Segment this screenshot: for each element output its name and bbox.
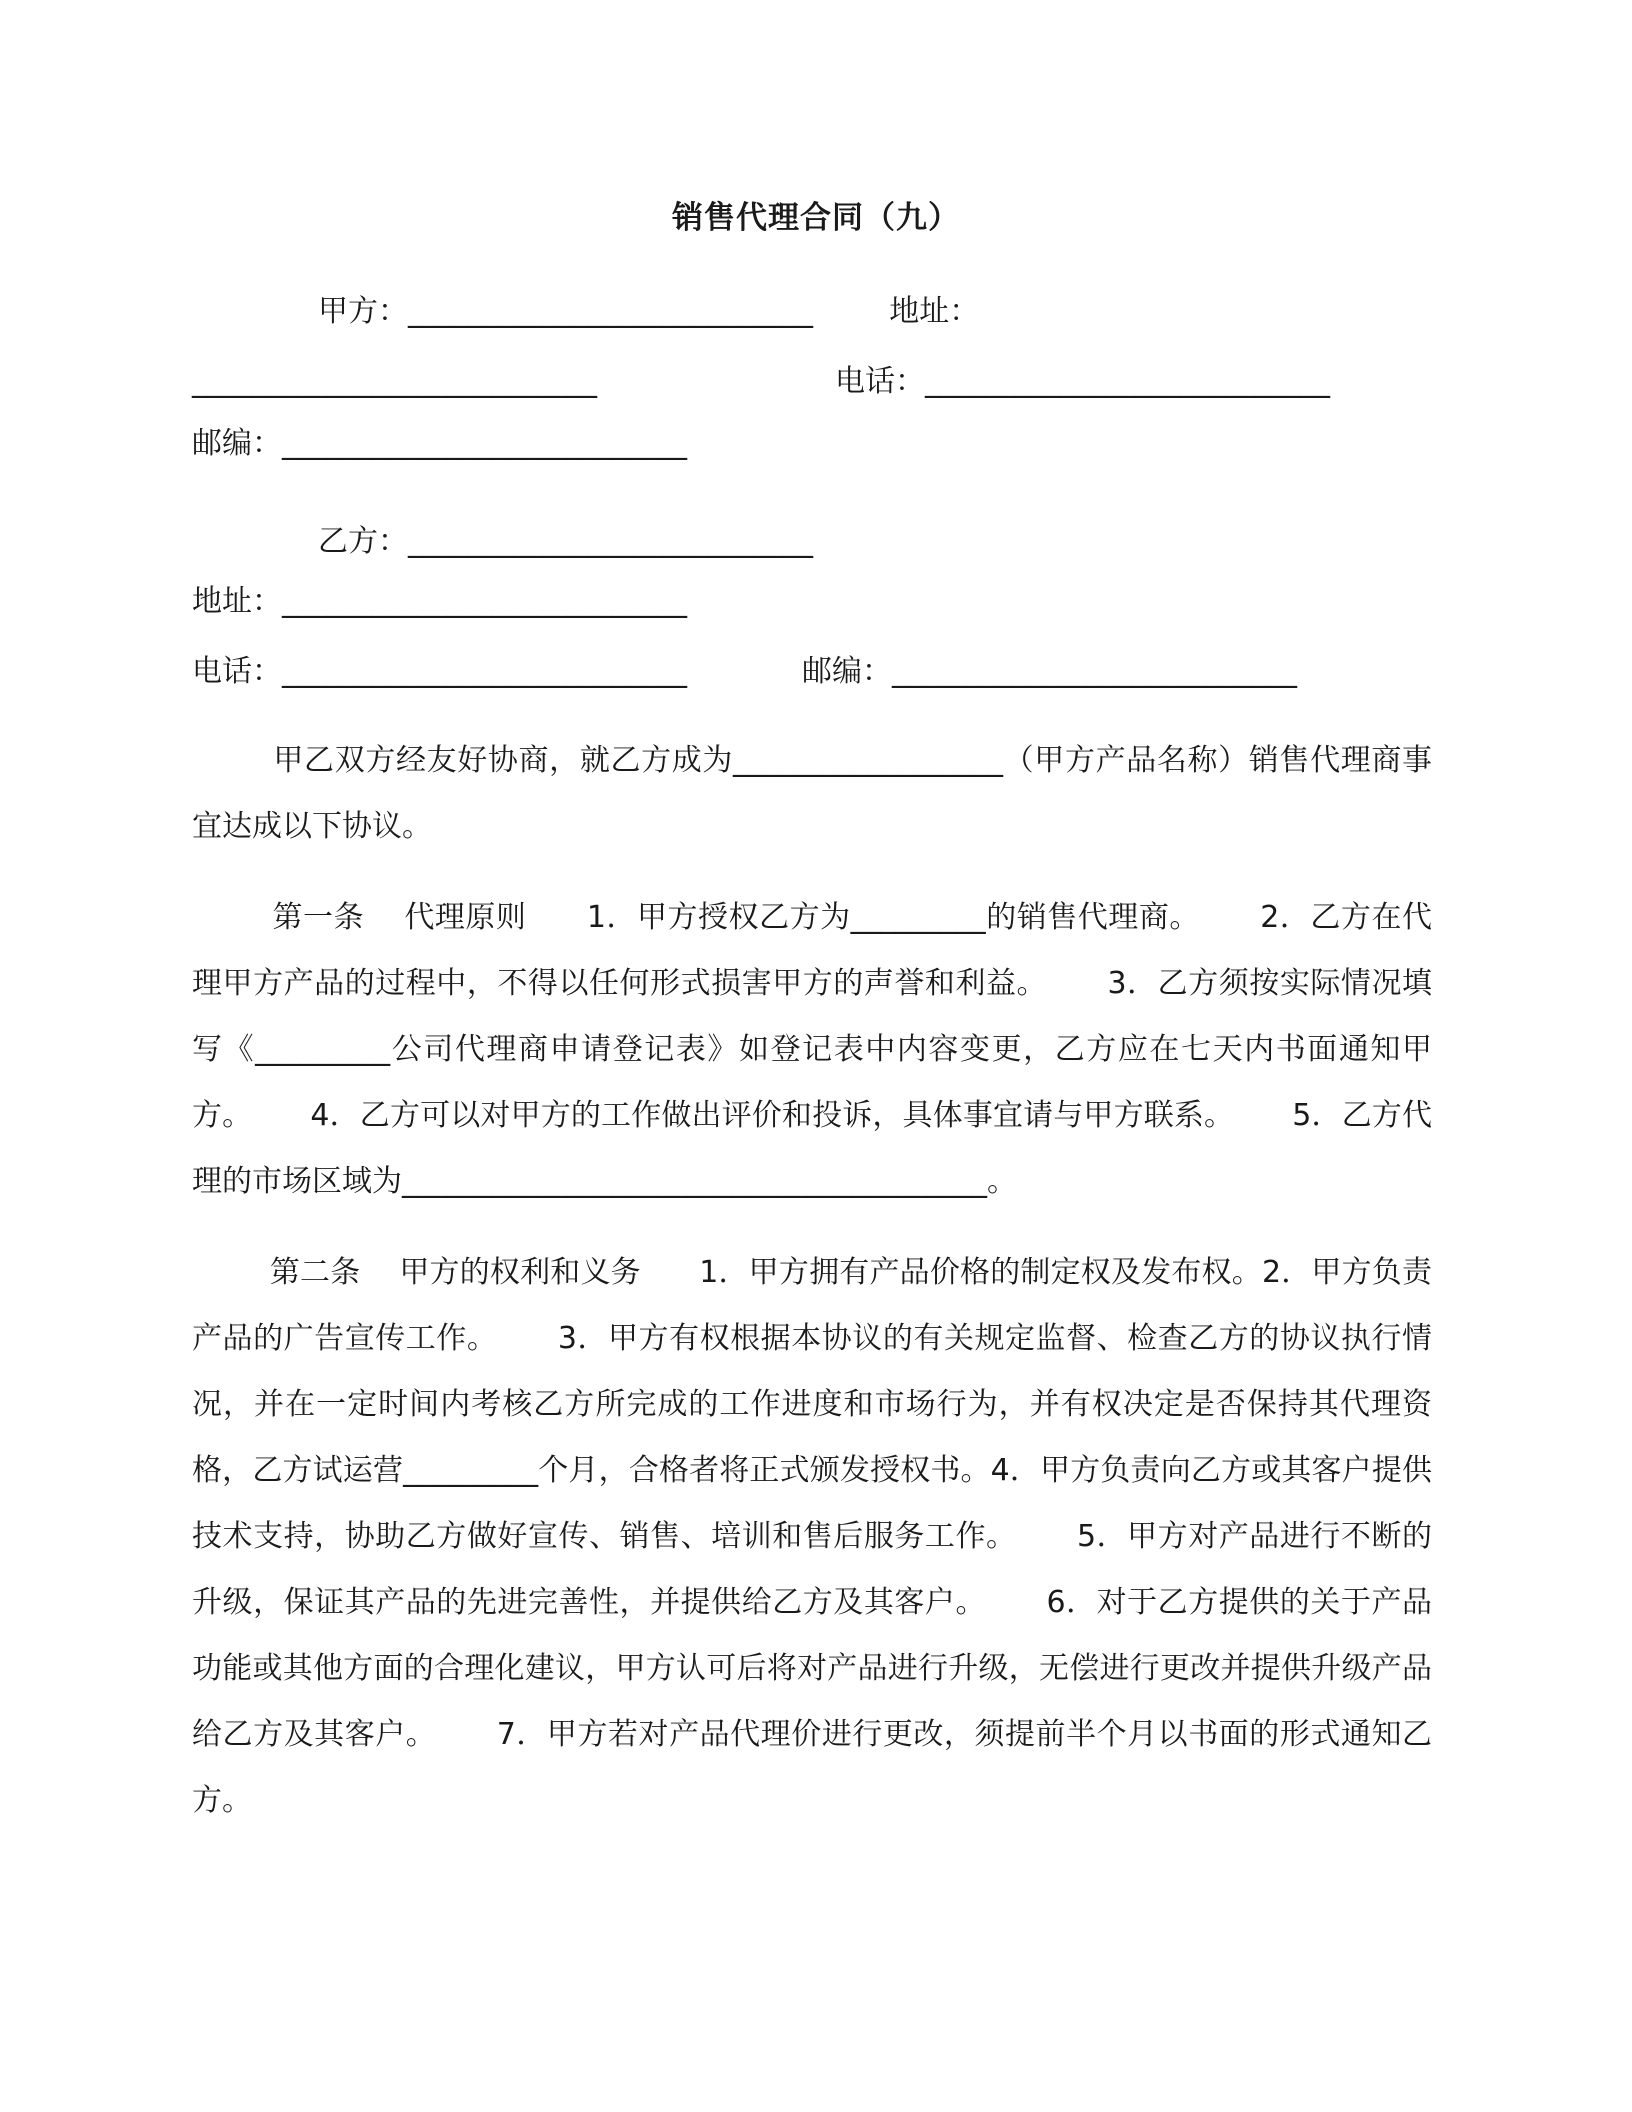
party-a-address-blank: ___________________________ [192,364,597,399]
party-a-phone: 电话：___________________________ [835,364,1330,399]
party-a-postcode: 邮编：___________________________ [192,426,687,461]
article-2-paragraph: 第二条 甲方的权利和义务 1．甲方拥有产品价格的制定权及发布权。2．甲方负责产品的广告宣传工作。 3．甲方有权根据本协议的有关规定监督、检查乙方的协议执行情况，并在一定时间内考核乙方所完成的工作进度和市场行为，并有权决定是否保持其代理资格，乙方试运营_________个月，合格者将正式颁发授权书。4．甲方负责向乙方或其客户提供技术支持，协助乙方做好宣传、销售、培训和售后服务工作。 5．甲方对产品进行不断的升级，保证其产品的先进完善性，并提供给乙方及其客户。 6．对于乙方提供的关于产品功能或其他方面的合理化建议，甲方认可后将对产品进行升级，无偿进行更改并提供升级产品给乙方及其客户。 7．甲方若对产品代理价进行更改，须提前半个月以书面的形式通知乙方。 [192,1255,1432,1818]
party-b-name: 乙方：___________________________ [318,524,813,559]
document-title: 销售代理合同（九） [672,200,960,236]
preamble-paragraph: 甲乙双方经友好协商，就乙方成为__________________（甲方产品名称）销售代理商事宜达成以下协议。 [192,743,1432,844]
party-a-name-address-line: 甲方：___________________________ 地址： [318,294,980,329]
article-1-paragraph: 第一条 代理原则 1．甲方授权乙方为_________的销售代理商。 2．乙方在代理甲方产品的过程中，不得以任何形式损害甲方的声誉和利益。 3．乙方须按实际情况填写《_________公司代理商申请登记表》如登记表中内容变更，乙方应在七天内书面通知甲方。 4．乙方可以对甲方的工作做出评价和投诉，具体事宜请与甲方联系。 5．乙方代理的市场区域为_______________________________________。 [192,900,1432,1199]
party-b-phone: 电话：___________________________ [192,654,687,689]
party-b-postcode: 邮编：___________________________ [802,654,1297,689]
party-b-address: 地址：___________________________ [192,584,687,619]
